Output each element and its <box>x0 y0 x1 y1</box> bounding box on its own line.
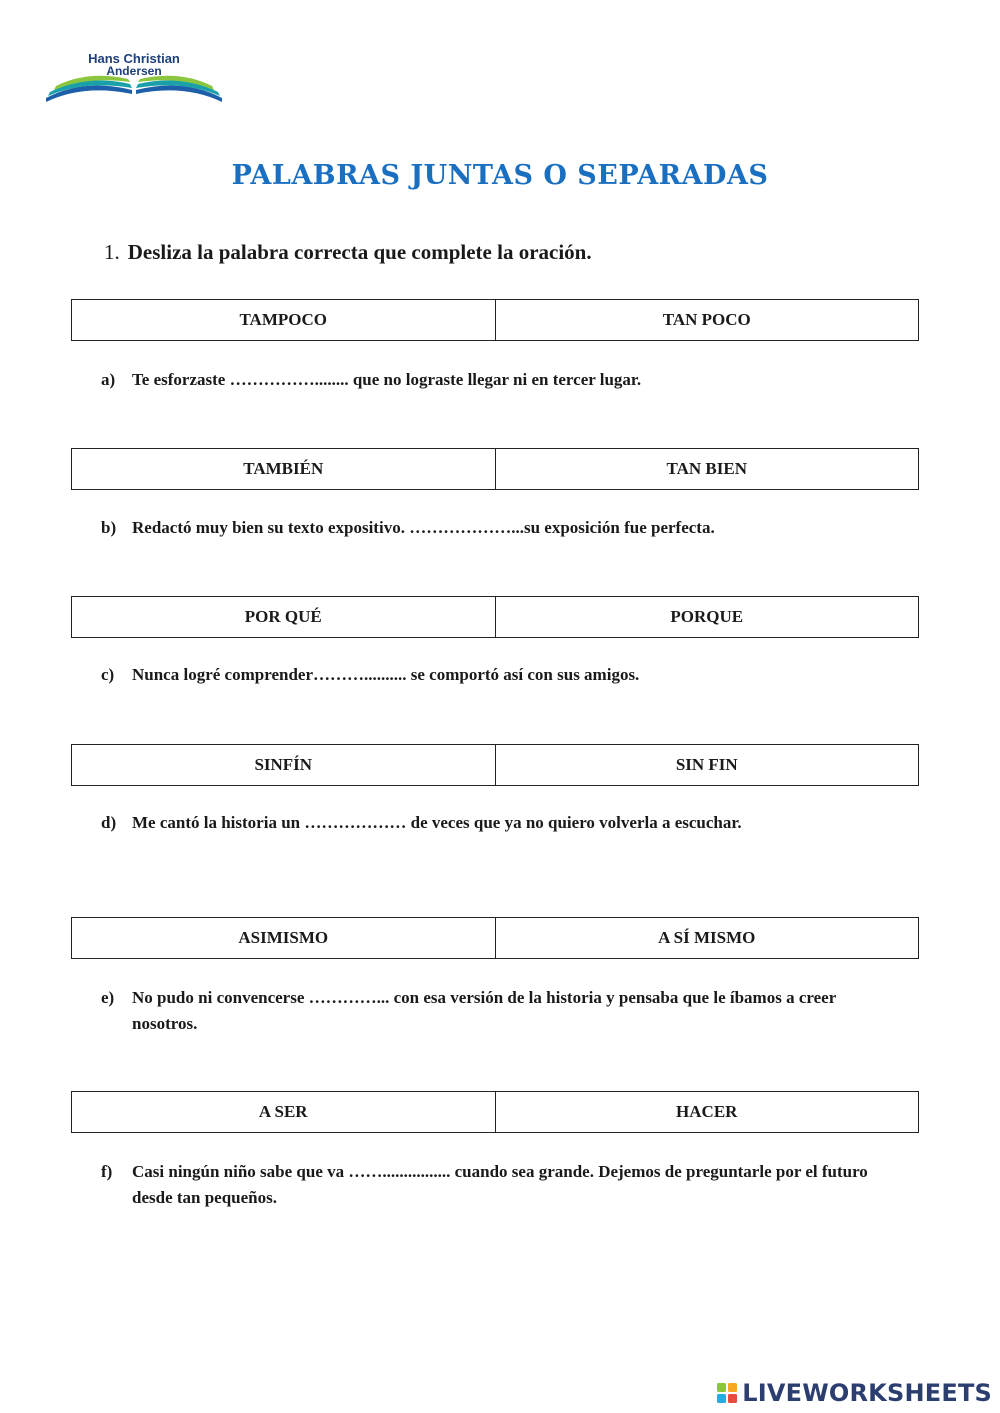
question-text-after: de veces que ya no quiero volverla a escuchar. <box>406 813 742 832</box>
school-logo <box>44 50 224 102</box>
options-table-b <box>71 448 919 490</box>
liveworksheets-icon <box>716 1382 738 1404</box>
svg-text:Andersen: Andersen <box>106 64 162 78</box>
option-e-2[interactable]: A SÍ MISMO <box>495 918 919 958</box>
option-b-2[interactable]: TAN BIEN <box>495 449 919 489</box>
question-a <box>101 367 881 393</box>
answer-blank-f[interactable]: ……................ <box>348 1162 451 1181</box>
question-letter: b) <box>101 518 117 537</box>
option-e-1[interactable]: ASIMISMO <box>238 928 329 947</box>
svg-text:Hans Christian: Hans Christian <box>88 51 180 66</box>
logo-book-icon <box>44 50 224 102</box>
option-c-2[interactable]: PORQUE <box>495 597 919 637</box>
instruction-text: Desliza la palabra correcta que complete la oración. <box>127 240 592 264</box>
question-letter: e) <box>101 988 115 1007</box>
option-a-1[interactable]: TAMPOCO <box>239 310 327 329</box>
question-letter: d) <box>101 813 117 832</box>
question-c <box>101 662 881 688</box>
question-text-before: Nunca logré comprender <box>132 665 313 684</box>
option-a-2[interactable]: TAN POCO <box>495 300 919 340</box>
answer-blank-c[interactable]: ……….......... <box>313 665 407 684</box>
question-letter: f) <box>101 1162 113 1181</box>
answer-blank-b[interactable]: ………………... <box>409 518 524 537</box>
question-letter: c) <box>101 665 115 684</box>
question-d <box>101 810 881 836</box>
answer-blank-a[interactable]: ……………........ <box>229 370 349 389</box>
answer-blank-d[interactable]: ……………… <box>304 813 407 832</box>
question-f <box>101 1159 881 1211</box>
question-text-before: Redactó muy bien su texto expositivo. <box>132 518 410 537</box>
question-text-after: se comportó así con sus amigos. <box>406 665 640 684</box>
question-text-after: con esa versión de la historia y pensaba que le íbamos a creer nosotros. <box>132 988 836 1033</box>
options-table-c <box>71 596 919 638</box>
option-d-2[interactable]: SIN FIN <box>495 745 919 785</box>
question-e <box>101 985 881 1037</box>
question-text-after: que no lograste llegar ni en tercer lugar. <box>348 370 642 389</box>
brand-name: LIVEWORKSHEETS <box>742 1379 992 1407</box>
options-table-d <box>71 744 919 786</box>
question-text-after: cuando sea grande. Dejemos de preguntarle por el futuro desde tan pequeños. <box>132 1162 868 1207</box>
option-d-1[interactable]: SINFÍN <box>254 755 313 774</box>
question-b <box>101 515 881 541</box>
page-title: PALABRAS JUNTAS O SEPARADAS <box>231 160 769 191</box>
answer-blank-e[interactable]: …………... <box>308 988 390 1007</box>
options-table-e <box>71 917 919 959</box>
question-text-before: Te esforzaste <box>132 370 230 389</box>
instruction-number: 1. <box>104 240 120 264</box>
question-text-before: Me cantó la historia un <box>132 813 305 832</box>
instruction <box>104 240 592 265</box>
option-b-1[interactable]: TAMBIÉN <box>243 459 324 478</box>
question-text-before: No pudo ni convencerse <box>132 988 309 1007</box>
question-text-before: Casi ningún niño sabe que va <box>132 1162 349 1181</box>
option-f-1[interactable]: A SER <box>258 1102 308 1121</box>
option-c-1[interactable]: POR QUÉ <box>244 607 322 626</box>
options-table-a <box>71 299 919 341</box>
question-text-after: su exposición fue perfecta. <box>523 518 715 537</box>
option-f-2[interactable]: HACER <box>495 1092 919 1132</box>
options-table-f <box>71 1091 919 1133</box>
liveworksheets-footer <box>716 1379 992 1407</box>
question-letter: a) <box>101 370 116 389</box>
